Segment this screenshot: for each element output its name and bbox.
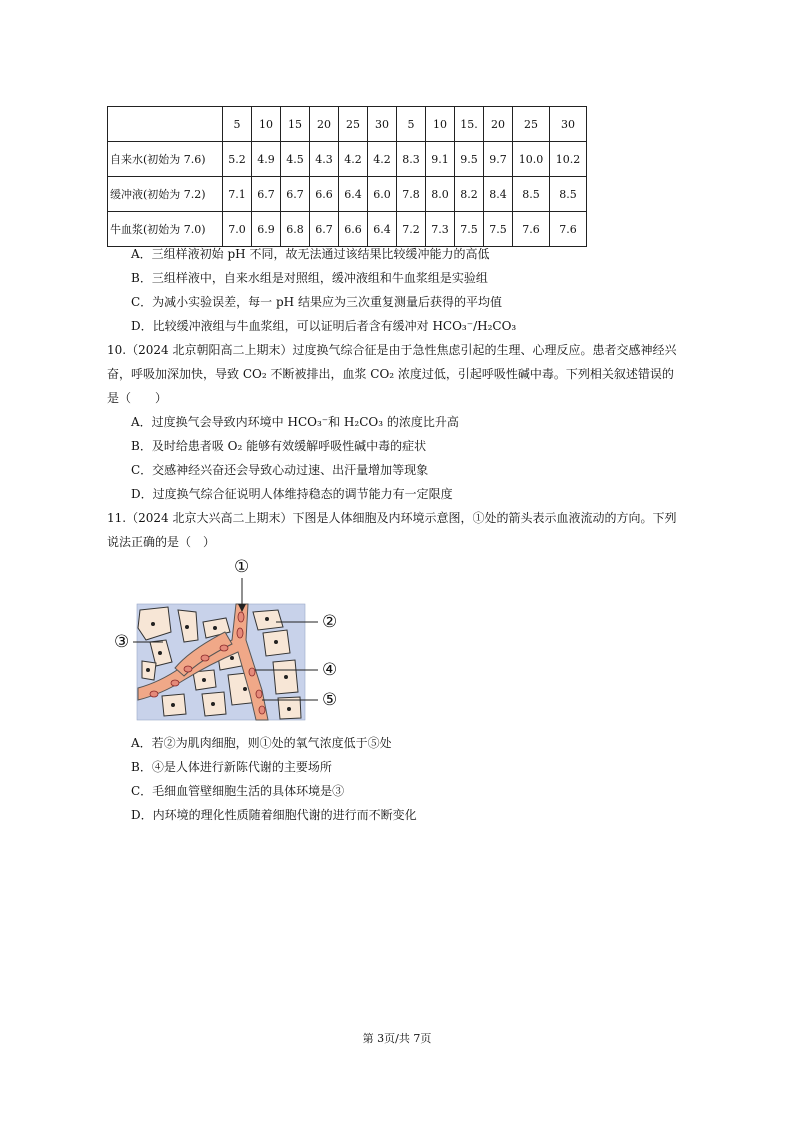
table-cell: 6.4 (368, 212, 397, 247)
table-cell: 7.5 (455, 212, 484, 247)
table-cell: 9.5 (455, 142, 484, 177)
table-cell: 7.2 (397, 212, 426, 247)
table-cell: 6.8 (281, 212, 310, 247)
table-cell: 8.4 (484, 177, 513, 212)
table-cell: 7.8 (397, 177, 426, 212)
q10-stem-line-3: 是（ ） (107, 391, 168, 405)
table-cell: 10.0 (513, 142, 550, 177)
table-cell: 6.9 (252, 212, 281, 247)
table-cell: 5.2 (223, 142, 252, 177)
table-cell: 15. (455, 107, 484, 142)
table-cell: 10 (252, 107, 281, 142)
table-cell: 20 (484, 107, 513, 142)
table-cell: 8.3 (397, 142, 426, 177)
table-cell: 5 (223, 107, 252, 142)
table-cell: 10.2 (550, 142, 587, 177)
q10-stem-line-2: 奋，呼吸加深加快，导致 CO₂ 不断被排出，血浆 CO₂ 浓度过低，引起呼吸性碱中毒。下列相关叙述错误的 (107, 367, 674, 381)
q10-stem-line-1: 10.（2024 北京朝阳高二上期末）过度换气综合征是由于急性焦虑引起的生理、心理反应。患者交感神经兴 (107, 343, 677, 357)
table-cell: 25 (513, 107, 550, 142)
q11-option-a: A．若②为肌肉细胞，则①处的氧气浓度低于⑤处 (131, 736, 392, 750)
q11-option-c: C．毛细血管壁细胞生活的具体环境是③ (131, 784, 345, 798)
table-row-label: 牛血浆(初始为 7.0) (108, 212, 223, 247)
table-cell: 10 (426, 107, 455, 142)
table-cell: 7.1 (223, 177, 252, 212)
table-cell: 4.2 (339, 142, 368, 177)
table-cell: 4.5 (281, 142, 310, 177)
table-cell: 6.7 (252, 177, 281, 212)
table-cell: 4.3 (310, 142, 339, 177)
q9-option-c: C．为减小实验误差，每一 pH 结果应为三次重复测量后获得的平均值 (131, 295, 502, 309)
q10-option-a: A．过度换气会导致内环境中 HCO₃⁻和 H₂CO₃ 的浓度比升高 (131, 415, 459, 429)
table-cell: 8.0 (426, 177, 455, 212)
table-cell: 25 (339, 107, 368, 142)
table-cell: 8.5 (513, 177, 550, 212)
table-cell: 6.7 (281, 177, 310, 212)
table-cell: 6.7 (310, 212, 339, 247)
q11-stem-line-1: 11.（2024 北京大兴高二上期末）下图是人体细胞及内环境示意图，①处的箭头表示血液流动的方向。下列 (107, 511, 677, 525)
table-cell: 9.7 (484, 142, 513, 177)
table-cell: 9.1 (426, 142, 455, 177)
table-cell: 30 (550, 107, 587, 142)
table-cell: 6.4 (339, 177, 368, 212)
table-cell: 5 (397, 107, 426, 142)
table-row-label: 自来水(初始为 7.6) (108, 142, 223, 177)
table-cell: 30 (368, 107, 397, 142)
q10-option-d: D．过度换气综合征说明人体维持稳态的调节能力有一定限度 (131, 487, 453, 501)
figure-label-1: ① (234, 557, 250, 577)
table-cell: 4.2 (368, 142, 397, 177)
q10-option-c: C．交感神经兴奋还会导致心动过速、出汗量增加等现象 (131, 463, 429, 477)
table-cell: 8.2 (455, 177, 484, 212)
q9-option-a: A．三组样液初始 pH 不同，故无法通过该结果比较缓冲能力的高低 (131, 247, 490, 261)
table-row-label: 缓冲液(初始为 7.2) (108, 177, 223, 212)
table-cell: 7.5 (484, 212, 513, 247)
figure-label-3: ③ (114, 632, 130, 652)
table-cell: 6.0 (368, 177, 397, 212)
table-cell: 6.6 (339, 212, 368, 247)
table-cell: 7.0 (223, 212, 252, 247)
q9-option-d: D．比较缓冲液组与牛血浆组，可以证明后者含有缓冲对 HCO₃⁻/H₂CO₃ (131, 319, 517, 333)
table-cell: 15 (281, 107, 310, 142)
table-cell: 7.6 (550, 212, 587, 247)
table-cell: 4.9 (252, 142, 281, 177)
q11-stem-line-2: 说法正确的是（ ） (107, 535, 216, 549)
table-cell: 7.3 (426, 212, 455, 247)
q10-option-b: B．及时给患者吸 O₂ 能够有效缓解呼吸性碱中毒的症状 (131, 439, 427, 453)
table-cell: 6.6 (310, 177, 339, 212)
q9-option-b: B．三组样液中，自来水组是对照组，缓冲液组和牛血浆组是实验组 (131, 271, 488, 285)
figure-label-5: ⑤ (322, 690, 338, 710)
q11-option-b: B．④是人体进行新陈代谢的主要场所 (131, 760, 332, 774)
q11-option-d: D．内环境的理化性质随着细胞代谢的进行而不断变化 (131, 808, 417, 822)
table-cell: 7.6 (513, 212, 550, 247)
figure-label-4: ④ (322, 660, 338, 680)
page-footer: 第 3页/共 7页 (362, 1032, 432, 1045)
table-cell: 8.5 (550, 177, 587, 212)
table-cell: 20 (310, 107, 339, 142)
figure-label-2: ② (322, 612, 338, 632)
